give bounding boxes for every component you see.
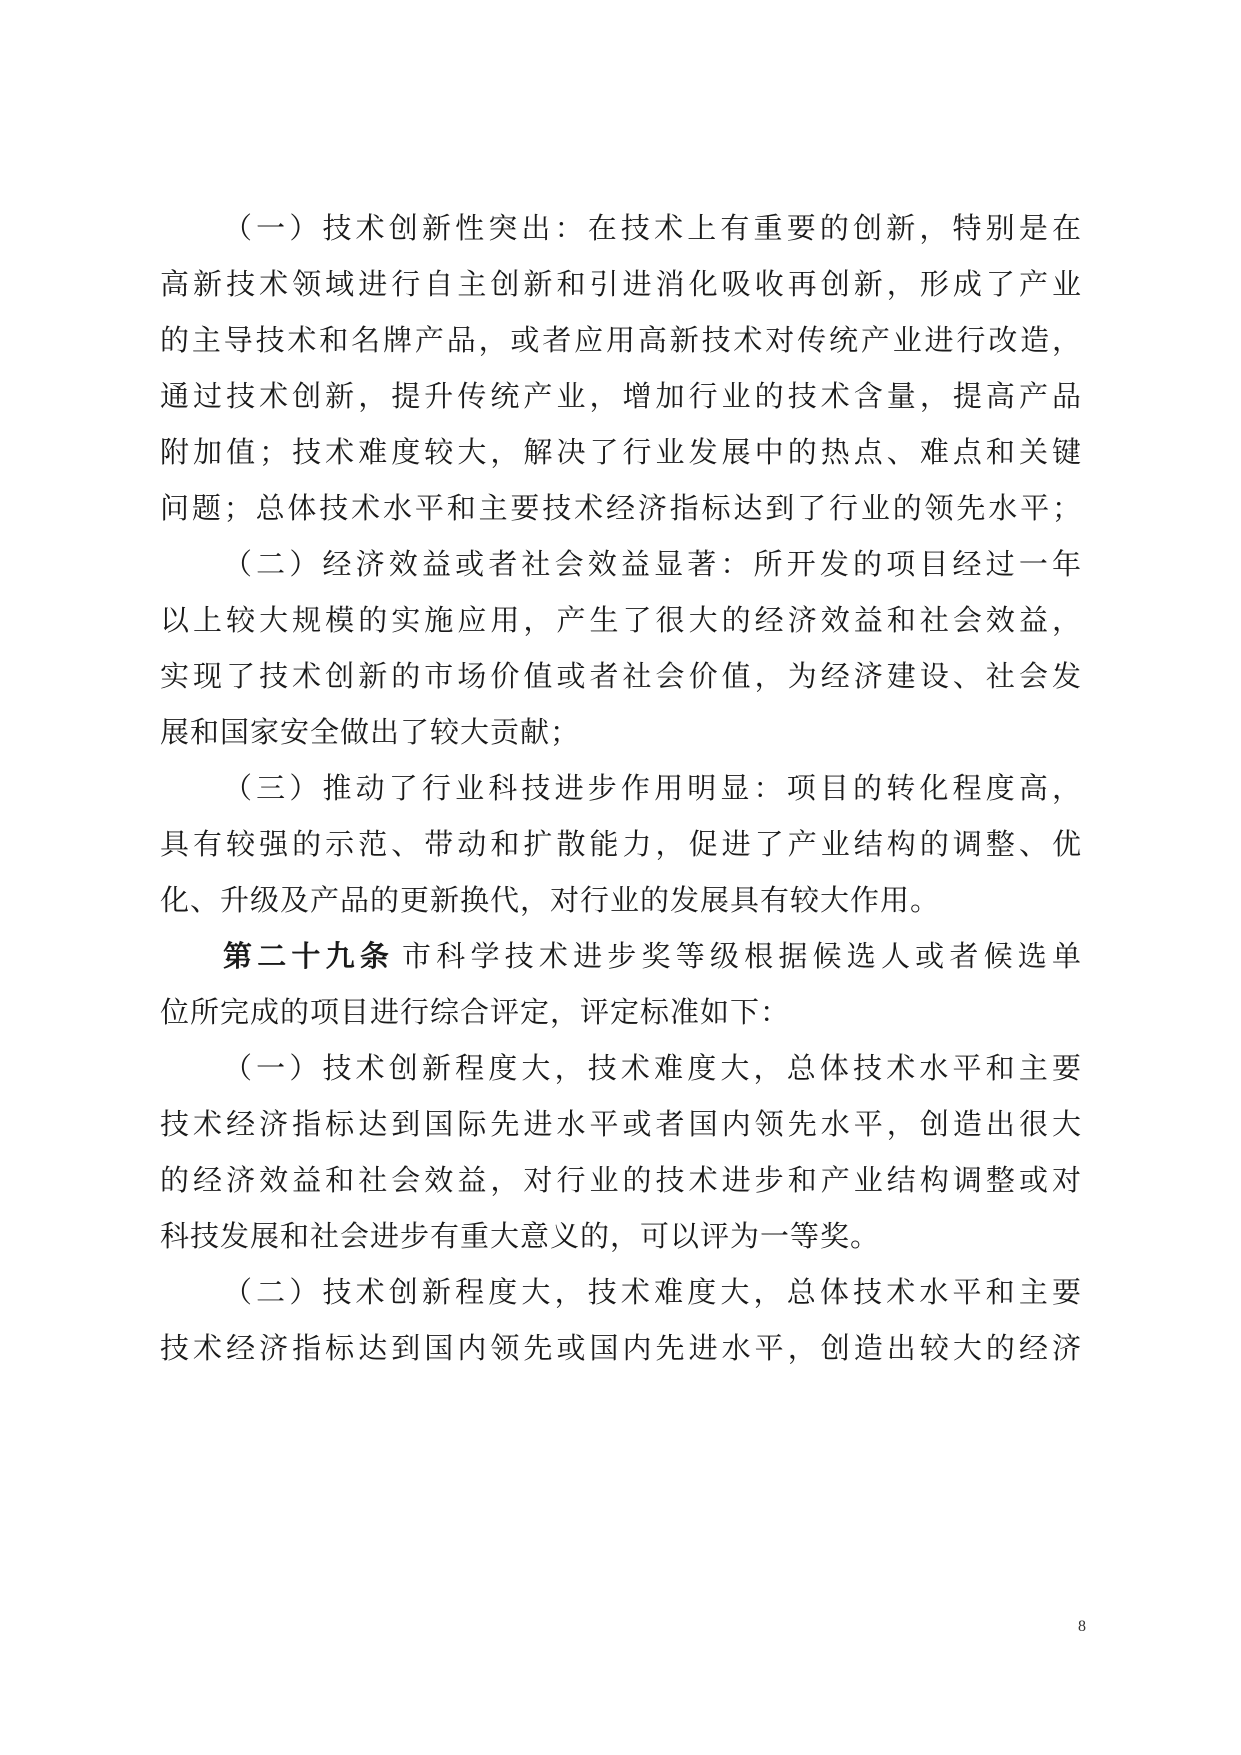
- article-number: 第二十九条: [223, 939, 395, 973]
- paragraph-line: 科技发展和社会进步有重大意义的，可以评为一等奖。: [160, 1219, 881, 1253]
- paragraph-line: （二）技术创新程度大，技术难度大，总体技术水平和主要: [223, 1275, 1082, 1309]
- article-text: 市科学技术进步奖等级根据候选人或者候选单: [402, 939, 1082, 973]
- paragraph-line: 化、升级及产品的更新换代，对行业的发展具有较大作用。: [160, 883, 941, 917]
- paragraph-line: （二）经济效益或者社会效益显著：所开发的项目经过一年: [223, 547, 1082, 581]
- paragraph-line: 的经济效益和社会效益，对行业的技术进步和产业结构调整或对: [160, 1163, 1082, 1197]
- paragraph-line: 的主导技术和名牌产品，或者应用高新技术对传统产业进行改造，: [160, 323, 1082, 357]
- paragraph-line: 技术经济指标达到国际先进水平或者国内领先水平，创造出很大: [160, 1107, 1082, 1141]
- paragraph-line: 位所完成的项目进行综合评定，评定标准如下：: [160, 995, 791, 1029]
- article-heading-line: [223, 928, 1082, 984]
- paragraph-line: 具有较强的示范、带动和扩散能力，促进了产业结构的调整、优: [160, 827, 1082, 861]
- paragraph-line: （一）技术创新程度大，技术难度大，总体技术水平和主要: [223, 1051, 1082, 1085]
- paragraph-line: 技术经济指标达到国内领先或国内先进水平，创造出较大的经济: [160, 1331, 1082, 1365]
- paragraph-line: （一）技术创新性突出：在技术上有重要的创新，特别是在: [223, 211, 1082, 245]
- paragraph-line: 以上较大规模的实施应用，产生了很大的经济效益和社会效益，: [160, 603, 1082, 637]
- paragraph-line: 实现了技术创新的市场价值或者社会价值，为经济建设、社会发: [160, 659, 1082, 693]
- page-number: 8: [1078, 1618, 1086, 1635]
- paragraph-line: 通过技术创新，提升传统产业，增加行业的技术含量，提高产品: [160, 379, 1082, 413]
- paragraph-line: 问题；总体技术水平和主要技术经济指标达到了行业的领先水平；: [160, 491, 1082, 525]
- paragraph-line: 展和国家安全做出了较大贡献；: [160, 715, 581, 749]
- paragraph-line: 附加值；技术难度较大，解决了行业发展中的热点、难点和关键: [160, 435, 1082, 469]
- paragraph-line: 高新技术领域进行自主创新和引进消化吸收再创新，形成了产业: [160, 267, 1082, 301]
- paragraph-line: （三）推动了行业科技进步作用明显：项目的转化程度高，: [223, 771, 1082, 805]
